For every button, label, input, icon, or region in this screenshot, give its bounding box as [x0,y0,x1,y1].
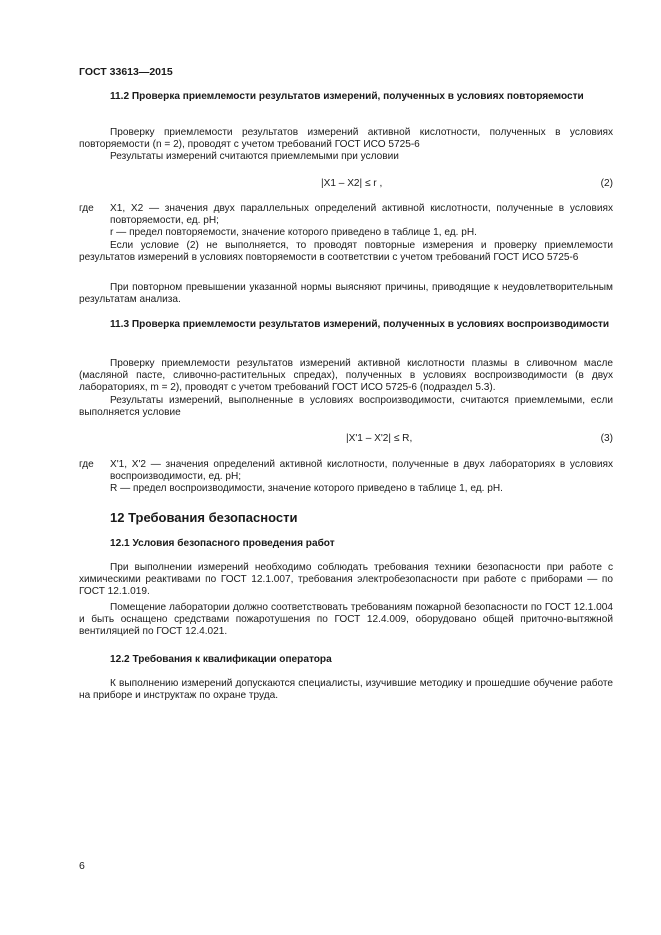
formula-3-number: (3) [600,433,613,444]
s11-3-where-list [79,459,613,495]
section-12-1-title: 12.1 Условия безопасного проведения работ [110,538,335,549]
where-label: где [79,203,94,214]
s11-3-para-1: Проверку приемлемости результатов измерений активной кислотности плазмы в сливочном масле (масляной пасте, сливочно-растительных спредах), полученных в условиях воспроизводимости (в двух лабораториях, m = 2), проводят с учетом требований ГОСТ ИСО 5725-6 (подраздел 5.3). [79,358,613,393]
formula-3: |X'1 – X'2| ≤ R, [346,433,413,444]
section-12-2-title: 12.2 Требования к квалификации оператора [110,654,332,665]
formula-2: |X1 – X2| ≤ r , [321,178,383,189]
s11-2-para-1: Проверку приемлемости результатов измерений активной кислотности, полученных в условиях повторяемости (n = 2), проводят с учетом требований ГОСТ ИСО 5725-6 [79,127,613,150]
formula-2-number: (2) [600,178,613,189]
section-12-title: 12 Требования безопасности [110,510,298,525]
s12-1-para-1: При выполнении измерений необходимо соблюдать требования техники безопасности при работе с химическими реактивами по ГОСТ 12.1.007, требования электробезопасности при работе с приборами — по ГОСТ 12.1.019. [79,562,613,597]
s11-2-para-4: При повторном превышении указанной нормы выясняют причины, приводящие к неудовлетворительным результатам анализа. [79,282,613,305]
where-item-x1-x2-prime: X'1, X'2 — значения определений активной кислотности, полученные в двух лабораториях в условиях воспроизводимости, ед. pH; [110,459,613,482]
where-item-R: R — предел воспроизводимости, значение которого приведено в таблице 1, ед. pH. [110,483,503,494]
s11-3-para-2: Результаты измерений, выполненные в условиях воспроизводимости, считаются приемлемыми, если выполняется условие [79,395,613,418]
section-11-2-title: 11.2 Проверка приемлемости результатов измерений, полученных в условиях повторяемости [110,91,584,102]
where-item-r: r — предел повторяемости, значение которого приведено в таблице 1, ед. pH. [110,227,477,238]
s11-2-para-2: Результаты измерений считаются приемлемыми при условии [110,151,399,162]
document-header: ГОСТ 33613—2015 [79,66,173,78]
page-number: 6 [79,860,85,872]
where-label: где [79,459,94,470]
s12-1-para-2: Помещение лаборатории должно соответствовать требованиям пожарной безопасности по ГОСТ 12.1.004 и быть оснащено средствами пожаротушения по ГОСТ 12.4.009, оборудовано общей приточно-вытяжной вентиляцией по ГОСТ 12.4.021. [79,602,613,637]
section-11-3-title: 11.3 Проверка приемлемости результатов измерений, полученных в условиях воспроизводимости [110,319,610,330]
s11-2-para-3: Если условие (2) не выполняется, то проводят повторные измерения и проверку приемлемости результатов измерений в условиях повторяемости в соответствии с учетом требований ГОСТ ИСО 5725-6 [79,240,613,263]
where-item-x1-x2: X1, X2 — значения двух параллельных определений активной кислотности, полученные в условиях повторяемости, ед. pH; [110,203,613,226]
s11-2-where-list [79,203,613,239]
s12-2-para-1: К выполнению измерений допускаются специалисты, изучившие методику и прошедшие обучение работе на приборе и инструктаж по охране труда. [79,678,613,701]
